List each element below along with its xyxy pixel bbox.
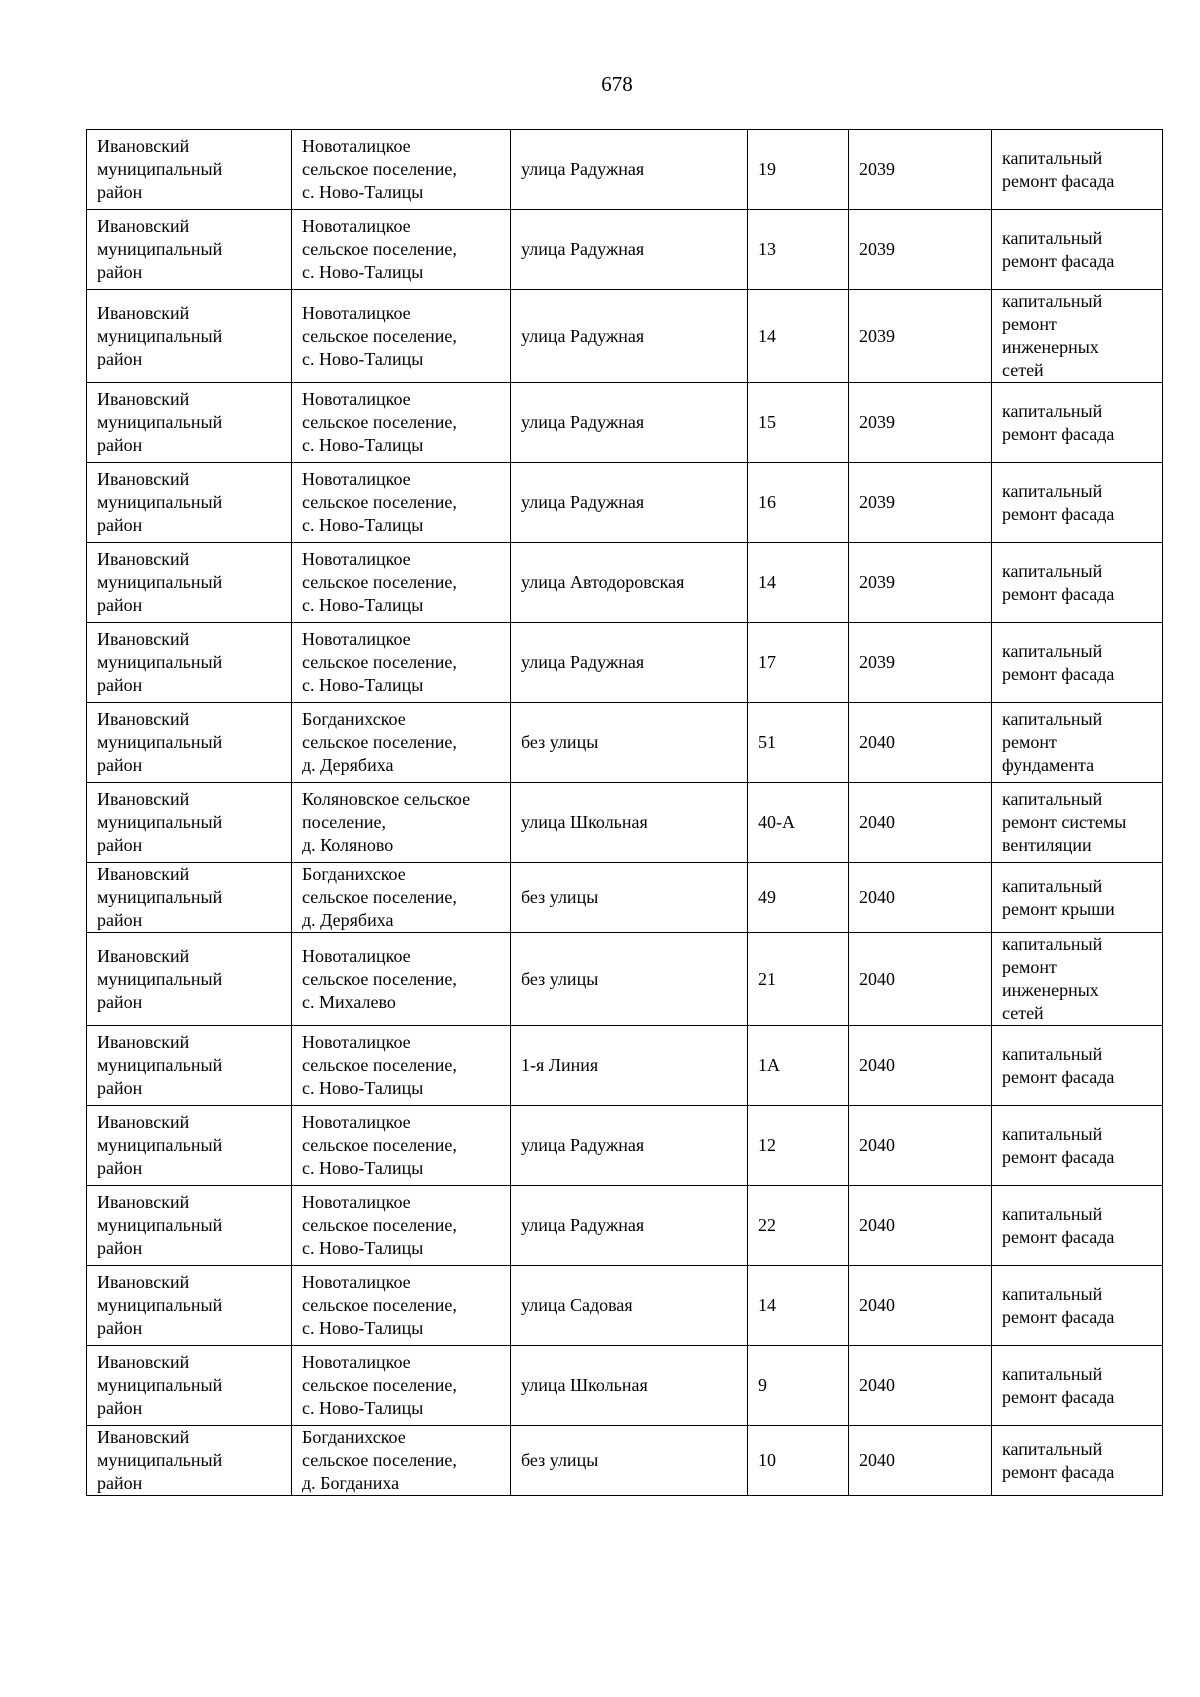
district-cell: Ивановский муниципальный район: [87, 1106, 292, 1186]
street-cell: улица Радужная: [511, 1186, 748, 1266]
street-cell: без улицы: [511, 863, 748, 933]
street-cell: улица Школьная: [511, 1346, 748, 1426]
house-number-cell: 14: [748, 290, 849, 383]
table-row: [87, 933, 1163, 1026]
year-cell: 2040: [849, 1186, 992, 1266]
house-number-cell: 19: [748, 130, 849, 210]
year-cell: 2040: [849, 703, 992, 783]
settlement-cell: Новоталицкое сельское поселение, с. Ново-Талицы: [292, 383, 511, 463]
street-cell: улица Радужная: [511, 130, 748, 210]
street-cell: улица Автодоровская: [511, 543, 748, 623]
work-type-cell: капитальный ремонт крыши: [992, 863, 1163, 933]
settlement-cell: Новоталицкое сельское поселение, с. Ново-Талицы: [292, 623, 511, 703]
year-cell: 2040: [849, 863, 992, 933]
house-number-cell: 14: [748, 1266, 849, 1346]
settlement-cell: Новоталицкое сельское поселение, с. Михалево: [292, 933, 511, 1026]
work-type-cell: капитальный ремонт фасада: [992, 623, 1163, 703]
year-cell: 2039: [849, 623, 992, 703]
district-cell: Ивановский муниципальный район: [87, 783, 292, 863]
table-row: [87, 863, 1163, 933]
year-cell: 2039: [849, 210, 992, 290]
settlement-cell: Новоталицкое сельское поселение, с. Ново-Талицы: [292, 290, 511, 383]
year-cell: 2040: [849, 1026, 992, 1106]
year-cell: 2039: [849, 383, 992, 463]
district-cell: Ивановский муниципальный район: [87, 290, 292, 383]
district-cell: Ивановский муниципальный район: [87, 383, 292, 463]
year-cell: 2039: [849, 130, 992, 210]
house-number-cell: 21: [748, 933, 849, 1026]
district-cell: Ивановский муниципальный район: [87, 1186, 292, 1266]
table-row: [87, 703, 1163, 783]
year-cell: 2040: [849, 1106, 992, 1186]
district-cell: Ивановский муниципальный район: [87, 1426, 292, 1496]
year-cell: 2040: [849, 1426, 992, 1496]
work-type-cell: капитальный ремонт фасада: [992, 130, 1163, 210]
year-cell: 2040: [849, 783, 992, 863]
street-cell: улица Радужная: [511, 1106, 748, 1186]
work-type-cell: капитальный ремонт фасада: [992, 1186, 1163, 1266]
table-row: [87, 1186, 1163, 1266]
year-cell: 2039: [849, 463, 992, 543]
house-number-cell: 15: [748, 383, 849, 463]
table-row: [87, 783, 1163, 863]
street-cell: улица Радужная: [511, 623, 748, 703]
house-number-cell: 1А: [748, 1026, 849, 1106]
table-row: [87, 543, 1163, 623]
street-cell: 1-я Линия: [511, 1026, 748, 1106]
year-cell: 2040: [849, 1266, 992, 1346]
settlement-cell: Богданихское сельское поселение, д. Дерябиха: [292, 703, 511, 783]
work-type-cell: капитальный ремонт инженерных сетей: [992, 290, 1163, 383]
table-row: [87, 130, 1163, 210]
street-cell: без улицы: [511, 1426, 748, 1496]
district-cell: Ивановский муниципальный район: [87, 933, 292, 1026]
year-cell: 2040: [849, 933, 992, 1026]
table-row: [87, 1266, 1163, 1346]
year-cell: 2039: [849, 543, 992, 623]
settlement-cell: Новоталицкое сельское поселение, с. Ново-Талицы: [292, 543, 511, 623]
street-cell: без улицы: [511, 703, 748, 783]
house-number-cell: 51: [748, 703, 849, 783]
street-cell: улица Радужная: [511, 210, 748, 290]
settlement-cell: Богданихское сельское поселение, д. Богданиха: [292, 1426, 511, 1496]
house-number-cell: 12: [748, 1106, 849, 1186]
work-type-cell: капитальный ремонт фундамента: [992, 703, 1163, 783]
table-row: [87, 623, 1163, 703]
street-cell: улица Радужная: [511, 290, 748, 383]
year-cell: 2039: [849, 290, 992, 383]
year-cell: 2040: [849, 1346, 992, 1426]
work-type-cell: капитальный ремонт фасада: [992, 1266, 1163, 1346]
settlement-cell: Новоталицкое сельское поселение, с. Ново-Талицы: [292, 1346, 511, 1426]
table-row: [87, 1346, 1163, 1426]
work-type-cell: капитальный ремонт фасада: [992, 1106, 1163, 1186]
house-number-cell: 17: [748, 623, 849, 703]
work-type-cell: капитальный ремонт фасада: [992, 1426, 1163, 1496]
settlement-cell: Новоталицкое сельское поселение, с. Ново-Талицы: [292, 1186, 511, 1266]
street-cell: без улицы: [511, 933, 748, 1026]
district-cell: Ивановский муниципальный район: [87, 1026, 292, 1106]
settlement-cell: Новоталицкое сельское поселение, с. Ново-Талицы: [292, 130, 511, 210]
work-type-cell: капитальный ремонт фасада: [992, 383, 1163, 463]
district-cell: Ивановский муниципальный район: [87, 1346, 292, 1426]
district-cell: Ивановский муниципальный район: [87, 863, 292, 933]
house-number-cell: 14: [748, 543, 849, 623]
district-cell: Ивановский муниципальный район: [87, 1266, 292, 1346]
house-number-cell: 9: [748, 1346, 849, 1426]
page-number: 678: [601, 72, 633, 96]
street-cell: улица Радужная: [511, 463, 748, 543]
settlement-cell: Новоталицкое сельское поселение, с. Ново-Талицы: [292, 463, 511, 543]
house-number-cell: 22: [748, 1186, 849, 1266]
street-cell: улица Садовая: [511, 1266, 748, 1346]
work-type-cell: капитальный ремонт фасада: [992, 1346, 1163, 1426]
table-row: [87, 1026, 1163, 1106]
house-number-cell: 13: [748, 210, 849, 290]
house-number-cell: 49: [748, 863, 849, 933]
repair-schedule-table: [86, 129, 1163, 1496]
settlement-cell: Новоталицкое сельское поселение, с. Ново-Талицы: [292, 210, 511, 290]
work-type-cell: капитальный ремонт фасада: [992, 1026, 1163, 1106]
street-cell: улица Школьная: [511, 783, 748, 863]
table-row: [87, 210, 1163, 290]
settlement-cell: Коляновское сельское поселение, д. Коляново: [292, 783, 511, 863]
district-cell: Ивановский муниципальный район: [87, 130, 292, 210]
house-number-cell: 10: [748, 1426, 849, 1496]
settlement-cell: Новоталицкое сельское поселение, с. Ново-Талицы: [292, 1106, 511, 1186]
house-number-cell: 16: [748, 463, 849, 543]
settlement-cell: Богданихское сельское поселение, д. Дерябиха: [292, 863, 511, 933]
district-cell: Ивановский муниципальный район: [87, 703, 292, 783]
house-number-cell: 40-А: [748, 783, 849, 863]
table-row: [87, 1106, 1163, 1186]
work-type-cell: капитальный ремонт фасада: [992, 463, 1163, 543]
settlement-cell: Новоталицкое сельское поселение, с. Ново-Талицы: [292, 1266, 511, 1346]
district-cell: Ивановский муниципальный район: [87, 623, 292, 703]
district-cell: Ивановский муниципальный район: [87, 463, 292, 543]
table-row: [87, 290, 1163, 383]
table-row: [87, 383, 1163, 463]
table-row: [87, 463, 1163, 543]
district-cell: Ивановский муниципальный район: [87, 543, 292, 623]
work-type-cell: капитальный ремонт системы вентиляции: [992, 783, 1163, 863]
settlement-cell: Новоталицкое сельское поселение, с. Ново-Талицы: [292, 1026, 511, 1106]
work-type-cell: капитальный ремонт инженерных сетей: [992, 933, 1163, 1026]
table-row: [87, 1426, 1163, 1496]
street-cell: улица Радужная: [511, 383, 748, 463]
work-type-cell: капитальный ремонт фасада: [992, 543, 1163, 623]
work-type-cell: капитальный ремонт фасада: [992, 210, 1163, 290]
district-cell: Ивановский муниципальный район: [87, 210, 292, 290]
